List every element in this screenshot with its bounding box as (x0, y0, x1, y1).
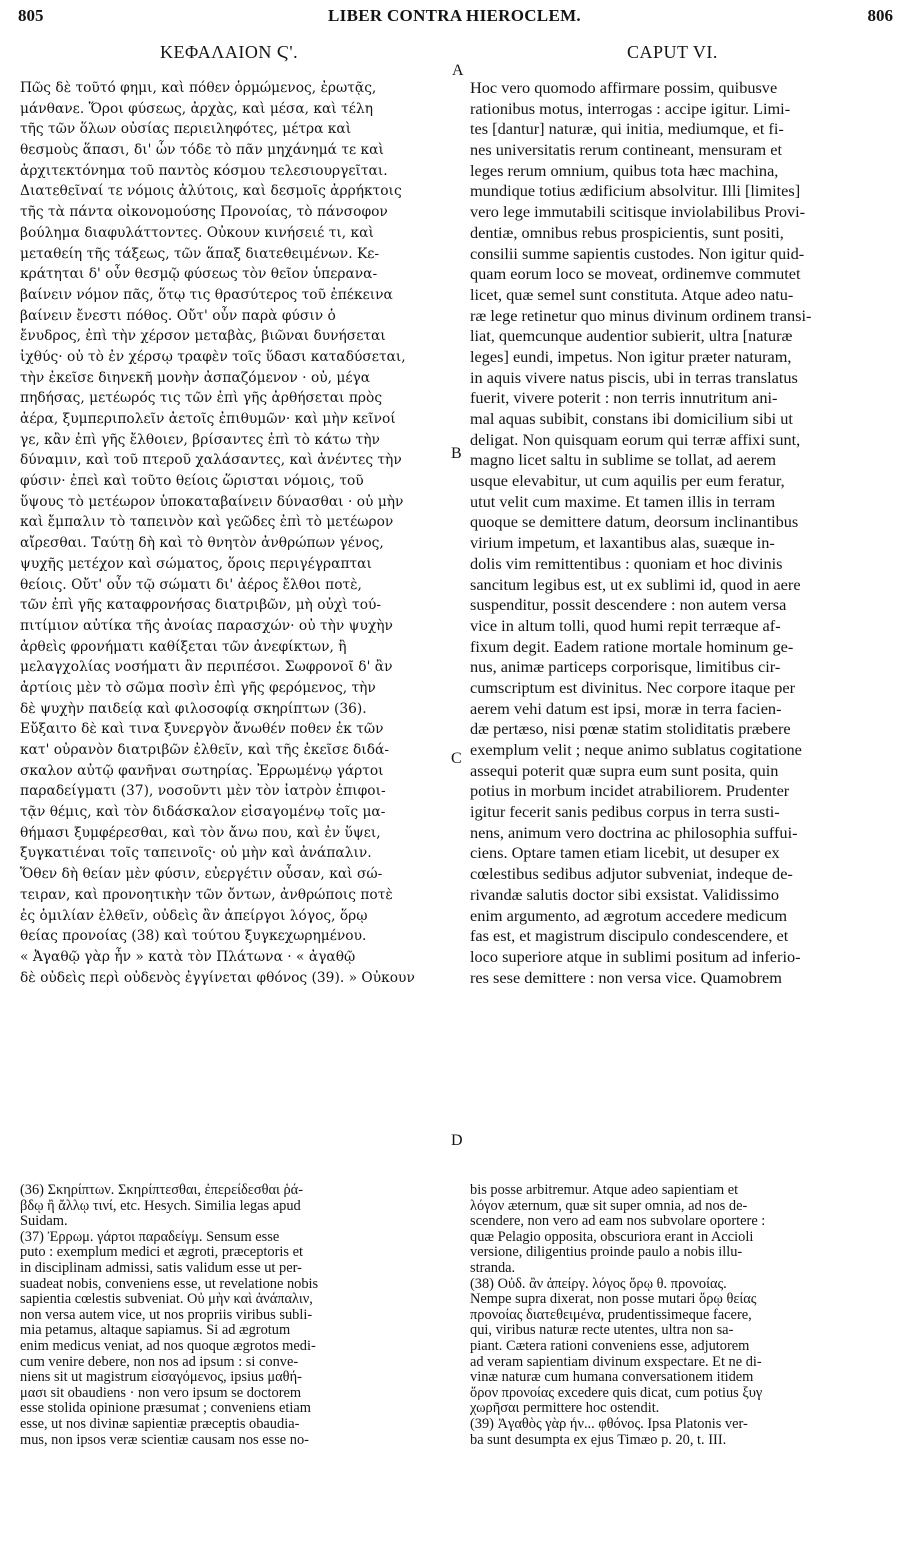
text-line: θείοις. Οὔτ' οὖν τῷ σώματι δι' ἀέρος ἔλθοι ποτὲ, (20, 576, 362, 593)
text-line: in aquis vivere natus piscis, ubi in terras translatus (470, 367, 798, 387)
text-line: (36) Σκηρίπτων. Σκηρίπτεσθαι, ἐπερείδεσθαι ῥά- (20, 1183, 303, 1198)
text-line: enim medicus veniat, ad nos quoque ægrotos medi- (20, 1338, 316, 1354)
text-line: consilii summe sapientis custodes. Non igitur quid- (470, 243, 805, 263)
text-line: sapientia cœlestis subveniat. Οὐ μὴν καὶ ἀνάπαλιν, (20, 1292, 313, 1308)
text-line: potius in morbum incidet atrabiliorem. Prudenter (470, 781, 790, 801)
text-line: καὶ ἔμπαλιν τὸ ταπεινὸν καὶ γεῶδες ἐπὶ τὸ μετέωρον (20, 514, 394, 531)
text-line: leges rerum omnium, quibus tota hæc machina, (470, 160, 779, 180)
text-line: θείας προνοίας (38) καὶ τούτου ξυγκεχωρημένου. (20, 928, 367, 945)
text-line: fixum degit. Eadem ratione mortale hominum ge- (470, 636, 794, 656)
text-line: φύσιν· ἐπεὶ καὶ τοῦτο θείοις ὥρισται νόμοις, τοῦ (20, 473, 364, 490)
text-line: esse stolida opinione præsumat ; conveniens etiam (20, 1401, 311, 1417)
text-line: puto : exemplum medici et ægroti, præceptoris et (20, 1245, 303, 1261)
text-line: rivandæ salutis doctor sibi exsistat. Validissimo (470, 884, 780, 904)
text-line: suspenditur, possit descendere : non autem versa (470, 595, 787, 615)
text-line: nens, animum vero doctrina ac philosophia suffui- (470, 822, 798, 842)
text-line: mus, non ipsos veræ scientiæ causam nos esse no- (20, 1432, 309, 1448)
text-line: dolis vim remittentibus : quoniam et hoc divinis (470, 553, 783, 573)
text-line: γε, κἂν ἐπὶ γῆς ἔλθοιεν, βρίσαντες ἐπὶ τὸ κάτω τὴν (20, 431, 380, 448)
text-line: fas est, et magistrum discipulo condescendere, et (470, 926, 789, 946)
margin-letter-c: C (451, 750, 462, 767)
text-line: vero lege immutabili scitisque inviolabilibus Provi- (470, 202, 806, 222)
text-line: δύναμιν, καὶ τοῦ πτεροῦ χαλάσαντες, καὶ ἀνέντες τὴν (20, 452, 402, 469)
text-line: Πῶς δὲ τοῦτό φημι, καὶ πόθεν ὁρμώμενος, ἐρωτᾷς, (20, 80, 377, 96)
text-line: rationibus motus, interrogas : accipe igitur. Limi- (470, 98, 791, 118)
text-line: παραδείγματι (37), νοσοῦντι μὲν τὸν ἰατρὸν ἐπιφοι- (20, 783, 386, 800)
text-line: προνοίας διατεθειμένα, prudentissimeque facere, (470, 1307, 752, 1323)
text-line: ad veram sapientiam divinum exspectare. Et ne di- (470, 1354, 762, 1370)
text-line: αἴρεσθαι. Ταύτῃ δὴ καὶ τὸ θνητὸν ἀνθρώπων γένος, (20, 535, 384, 552)
latin-text-column (470, 78, 890, 988)
text-line: Hoc vero quomodo affirmare possim, quibusve (470, 78, 778, 97)
text-line: Nempe supra dixerat, non posse mutari ὅρῳ θείας (470, 1292, 757, 1308)
text-line: in disciplinam admissi, satis validum esse ut per- (20, 1260, 302, 1276)
text-line: πηδήσας, μετέωρός τις τῶν ἐπὶ γῆς ἀρθήσεται πρὸς (20, 390, 383, 407)
text-line: ἐς ὁμιλίαν ἐλθεῖν, οὐδεὶς ἂν ἀπείργοι λόγος, ὅρῳ (20, 907, 368, 924)
greek-text-column (20, 78, 445, 988)
text-line: δὲ ψυχὴν παιδείᾳ καὶ φιλοσοφίᾳ σκηρίπτων (36). (20, 700, 367, 717)
text-line: igitur fecerit sanis pedibus corpus in terra susti- (470, 802, 780, 822)
text-line: mia petamus, altaque sapiamus. Si ad ægrotum (20, 1323, 291, 1339)
text-line: (38) Οὐδ. ἂν ἀπείργ. λόγος ὅρῳ θ. προνοίας. (470, 1276, 727, 1292)
text-line: τῶν ἐπὶ γῆς καταφρονήσας διατριβῶν, μὴ οὐχὶ τού- (20, 597, 382, 614)
text-line: ἀρχιτεκτόνημα τοῦ παντὸς κόσμου τελεσιουργεῖται. (20, 162, 388, 179)
text-line: quæ Pelagio opposita, obscuriora erant in Accioli (470, 1229, 754, 1245)
text-line: usque elevabitur, ut cum aquilis per eum feratur, (470, 471, 785, 491)
text-line: deligat. Non quisquam eorum qui terræ affixi sunt, (470, 429, 801, 449)
text-line: nes universitatis rerum contineant, mensuram et (470, 140, 782, 160)
text-line: mundique totius ædificium absolvitur. Illi [limites] (470, 181, 801, 201)
text-line: μελαγχολίας νοσήματι ἂν περιπέσοι. Σωφρονοῖ δ' ἂν (20, 659, 393, 676)
text-line: suadeat nobis, conveniens esse, ut revelatione nobis (20, 1276, 319, 1292)
text-line: liat, quemcunque audentior subierit, ultra [naturæ (470, 326, 793, 346)
text-line: ba sunt desumpta ex ejus Timæo p. 20, t. III. (470, 1432, 727, 1448)
text-line: assequi poterit quæ supra eum sunt posita, quin (470, 760, 779, 780)
text-line: τὴν ἐκεῖσε διηνεκῆ μονὴν ἀσπαζόμενον · οὐ, μέγα (20, 369, 371, 386)
text-line: Suidam. (20, 1214, 68, 1230)
text-line: τῆς τῶν ὅλων οὐσίας περιειληφότες, μέτρα καὶ (20, 121, 352, 138)
text-line: ciens. Optare tamen etiam licebit, ut desuper ex (470, 843, 780, 863)
text-line: μεταθείη τῆς τάξεως, τῶν ἅπαξ διατεθειμένων. Κε- (20, 245, 380, 262)
text-line: χωρῆσαι permittere hoc ostendit. (470, 1401, 660, 1417)
text-line: cum venire debere, non nos ad ipsum : si conve- (20, 1354, 299, 1370)
text-line: scendere, non vero ad eam nos subvolare oportere : (470, 1214, 766, 1230)
text-line: πιτίμιον αὐτίκα τῆς ἀνοίας παρασχών· οὐ τὴν ψυχὴν (20, 617, 393, 634)
text-line: λόγον æternum, quæ sit super omnia, ad nos de- (470, 1198, 748, 1214)
text-line: quam eorum loco se moveat, ordinemve commutet (470, 264, 801, 284)
text-line: δὲ οὐδεὶς περὶ οὐδενὸς ἐγγίνεται φθόνος (39). » Οὐκουν (20, 969, 415, 986)
text-line: θεσμοὺς ἅπασι, δι' ὧν τόδε τὸ πᾶν μηχάνημά τε καὶ (20, 142, 384, 159)
text-line: bis posse arbitremur. Atque adeo sapientiam et (470, 1183, 739, 1198)
page-number-right: 806 (867, 6, 893, 25)
text-line: loco superiore atque in sublimi positum ad inferio- (470, 946, 801, 966)
text-line: Διατεθεῖναί τε νόμοις ἀλύτοις, καὶ δεσμοῖς ἀρρήκτοις (20, 183, 402, 200)
text-line: ψυχῆς μετέχον καὶ σώματος, ὅροις περιγέγραπται (20, 555, 372, 572)
text-line: μασι sit obaudiens · non vero ipsum se doctorem (20, 1385, 302, 1401)
text-line: μάνθανε. Ὅροι φύσεως, ἀρχὰς, καὶ μέσα, καὶ τέλη (20, 100, 373, 117)
footnotes-left (20, 1183, 440, 1448)
text-line: virium impetum, et laxantibus alas, suæque in- (470, 533, 775, 553)
text-line: versione, diligentius proinde paulo a nobis illu- (470, 1245, 743, 1261)
text-line: τειραν, καὶ προνοητικὴν τῶν ὄντων, ἀνθρώποις ποτὲ (20, 886, 393, 903)
text-line: fuerit, vivere poterit : non terris innutritum ani- (470, 388, 778, 408)
text-line: leges] eundi, impetus. Non igitur præter naturam, (470, 346, 792, 366)
text-line: ξυγκατιέναι τοῖς ταπεινοῖς· οὐ μὴν καὶ ἀνάπαλιν. (20, 845, 372, 862)
margin-letter-d: D (451, 1132, 463, 1149)
text-line: mal aquas subibit, constans ibi domicilium sibi ut (470, 409, 793, 428)
text-line: non versa autem vice, ut nos propriis viribus subli- (20, 1307, 313, 1323)
page-number-left: 805 (18, 6, 44, 25)
text-line: enim argumento, ad ægrotum accedere medicum (470, 905, 788, 925)
text-line: cœlestibus sedibus adjutor subveniat, indeque de- (470, 864, 793, 884)
text-line: dentiæ, omnibus rebus prospicientis, sunt positi, (470, 222, 784, 242)
text-line: niens sit ut magistrum εἰσαγόμενος, ipsius μαθή- (20, 1370, 302, 1386)
text-line: τᾷν θέμις, καὶ τὸν διδάσκαλον εἰσαγομένῳ τοῖς μα- (20, 804, 386, 821)
text-line: « Ἀγαθῷ γὰρ ἦν » κατὰ τὸν Πλάτωνα · « ἀγαθῷ (20, 948, 356, 965)
text-line: ὅρον προνοίας excedere quis dicat, cum potius ξυγ (470, 1385, 763, 1401)
text-line: βαίνειν νόμον πᾶς, ὅτῳ τις θρασύτερος τοῦ ἐπέκεινα (20, 286, 393, 303)
text-line: magno licet saltu in sublime se tollat, ad aerem (470, 450, 777, 470)
text-line: ὕψους τὸ μετέωρον ὑποκαταβαίνειν δύνασθαι · οὐ μὴν (20, 493, 404, 510)
text-line: κράτηται δ' οὖν θεσμῷ φύσεως τὸν θεῖον ὑπερανα- (20, 266, 378, 283)
text-line: stranda. (470, 1260, 516, 1276)
text-line: ἰχθύς· οὐ τὸ ἐν χέρσῳ τραφὲν τοῖς ὕδασι καταδύσεται, (20, 348, 406, 365)
text-line: nus, animæ particeps corporisque, limitibus cir- (470, 657, 781, 677)
margin-letter-b: B (451, 445, 462, 462)
text-line: βδῳ ἢ ἄλλῳ τινί, etc. Hesych. Similia legas apud (20, 1198, 301, 1214)
text-line: (37) Ἐρρωμ. γάρτοι παραδείγμ. Sensum esse (20, 1229, 280, 1245)
text-line: sancitum legibus est, ut ex sublimi id, quod in aere (470, 574, 801, 594)
text-line: τῆς τὰ πάντα οἰκονομούσης Προνοίας, τὸ πάνσοφον (20, 204, 388, 221)
latin-chapter-title: CAPUT VI. (627, 42, 718, 62)
text-line: exemplum velit ; neque animo sublatus cogitatione (470, 740, 802, 759)
text-line: res sese demittere : non versa vice. Quamobrem (470, 967, 782, 987)
text-line: ἀέρα, ξυμπεριπολεῖν ἀετοῖς ἐπιθυμῶν· καὶ μὴν κεῖνοί (20, 411, 396, 427)
text-line: θήμασι ξυμφέρεσθαι, καὶ τὸν ἄνω που, καὶ ἐν ὕψει, (20, 824, 381, 841)
running-title: LIBER CONTRA HIEROCLEM. (328, 6, 581, 25)
text-line: ræ lege retinetur quo minus divinum ordinem transi- (470, 305, 812, 325)
text-line: vice in altum tolli, quod humi repit terræque af- (470, 615, 781, 635)
text-line: Ὅθεν δὴ θείαν μὲν φύσιν, εὐεργέτιν οὖσαν, καὶ σώ- (20, 866, 383, 883)
text-line: vinæ naturæ cum humana conversationem itidem (470, 1370, 754, 1386)
text-line: ἀρθεὶς φρονήματι καθίξεται τῶν ἀνεφίκτων, ἢ (20, 638, 347, 655)
text-line: σκαλον αὐτῷ φανῆναι σωτηρίας. Ἐρρωμένῳ γάρτοι (20, 762, 384, 779)
text-line: aerem vehi datum est ipsi, moræ in terra facien- (470, 698, 782, 718)
text-line: utut velit cum maxime. Et tamen illis in terram (470, 491, 776, 511)
text-line: quoque se demittere datum, deorsum inclinantibus (470, 512, 799, 532)
greek-chapter-title: ΚΕΦΑΛΑΙΟΝ Ϛ'. (160, 42, 299, 62)
text-line: esse, ut nos divinæ sapientiæ præceptis obaudia- (20, 1416, 300, 1432)
text-line: cumscriptum est divinitus. Nec corpore itaque per (470, 677, 796, 697)
text-line: βούλημα διαφυλάττοντες. Οὐκουν κινήσειέ τι, καὶ (20, 224, 374, 241)
text-line: piant. Cætera rationi conveniens esse, adjutorem (470, 1338, 750, 1354)
text-line: κατ' οὐρανὸν διατριβῶν ἐλθεῖν, καὶ τῆς ἐκεῖσε διδά- (20, 742, 389, 758)
text-line: ἀρτίοις μὲν τὸ σῶμα ποσὶν ἐπὶ γῆς φερόμενος, τὴν (20, 679, 376, 696)
text-line: Εὔξαιτο δὲ καὶ τινα ξυνεργὸν ἄνωθέν ποθεν ἐκ τῶν (20, 721, 384, 738)
text-line: dæ pertæso, nisi pœnæ statim stoliditatis præbere (470, 719, 791, 739)
text-line: (39) Ἀγαθὸς γὰρ ἦν... φθόνος. Ipsa Platonis ver- (470, 1416, 748, 1432)
text-line: ἔνυδρος, ἐπὶ τὴν χέρσον μεταβὰς, βιῶναι δυνήσεται (20, 328, 386, 345)
margin-letter-a: A (452, 62, 464, 79)
text-line: tes [dantur] naturæ, qui initia, mediumque, et fi- (470, 119, 784, 139)
text-line: licet, quæ semel sunt constituta. Atque adeo natu- (470, 284, 794, 304)
text-line: qui, viribus naturæ recte utentes, ultra non sa- (470, 1323, 734, 1339)
footnotes-right (470, 1183, 890, 1448)
text-line: βαίνειν ἔνεστι πόθος. Οὔτ' οὖν παρὰ φύσιν ὁ (20, 307, 336, 324)
